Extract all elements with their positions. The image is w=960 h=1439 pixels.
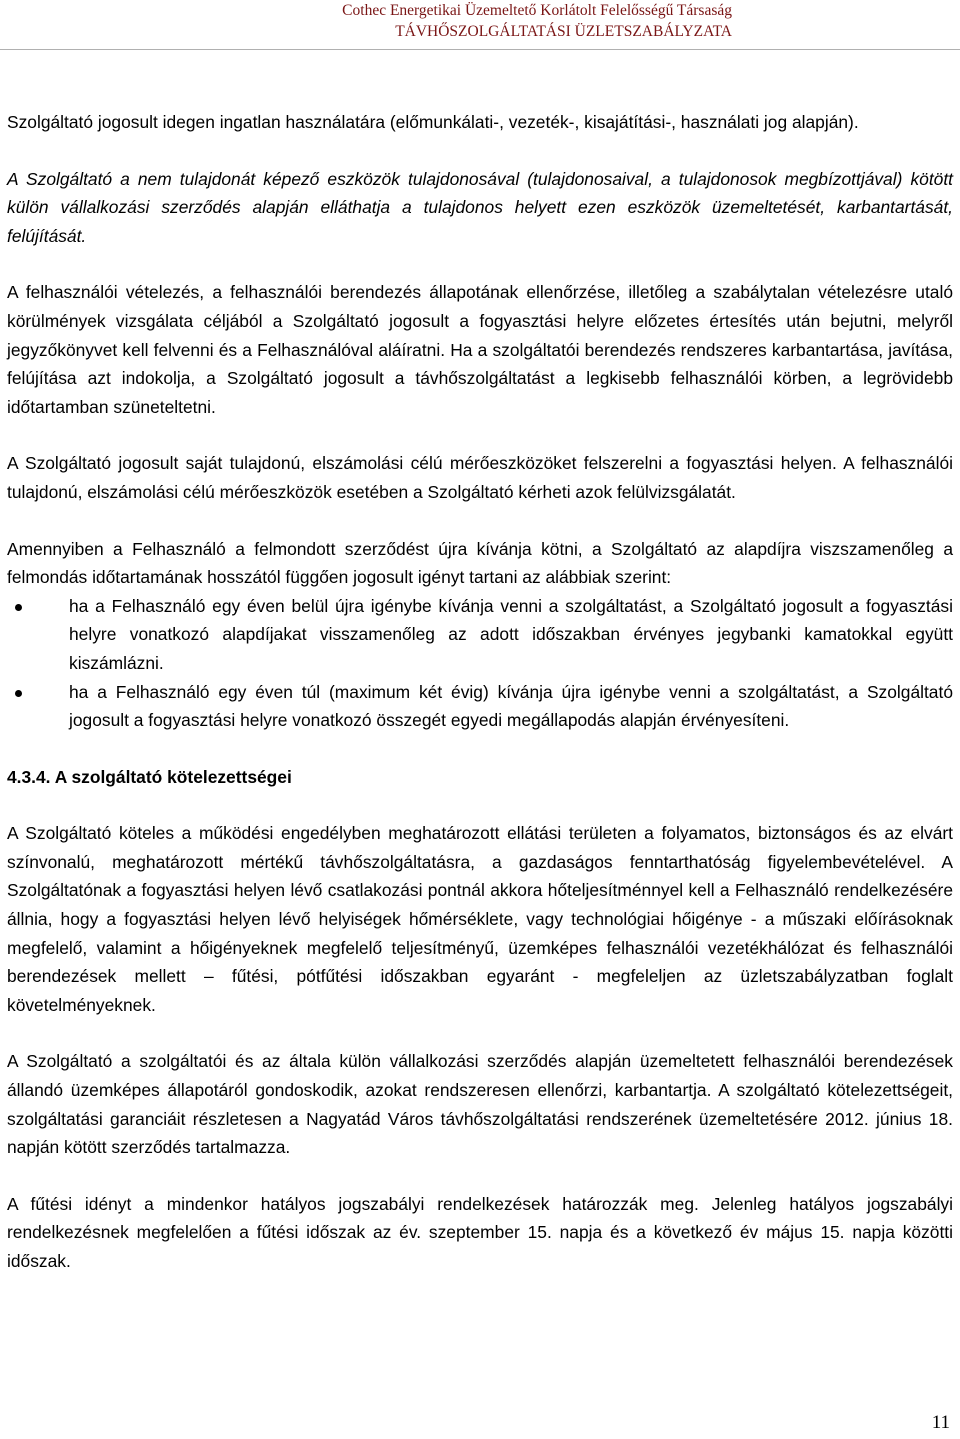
paragraph-uzemeltetes: A Szolgáltató a nem tulajdonát képező eszközök tulajdonosával (tulajdonosaival, a tulajdonosok megbízottjával) kötött külön vállalkozási szerződés alapján elláthatja a tulajdonos helyett ezen eszközök üzemeltetését, karbantartását, felújítását.: [7, 168, 953, 246]
list-item-text: ha a Felhasználó egy éven belül újra igénybe kívánja venni a szolgáltatást, a Szolgáltató jogosult a fogyasztási helyre vonatkozó alapdíjakat visszamenőleg az adott időszakban érvényes jegybanki kamatokkal együtt kiszámlázni.: [69, 595, 953, 673]
bullet-icon: [15, 604, 22, 611]
paragraph-kotelezettsegek: A Szolgáltató köteles a működési engedélyben meghatározott ellátási területen a folyamatos, biztonságos és az elvárt színvonalú, meghatározott mértékű távhőszolgáltatásra, a gazdaságos fenntarthatóság figyelembevételével. A Szolgáltatónak a fogyasztási helyen lévő csatlakozási pontnál akkora hőteljesítménnyel kell a Felhasználó rendelkezésére állnia, hogy a fogyasztási helyen lévő helyiségek hőmérséklete, vagy technológiai hőigénye - a műszaki előírásoknak megfelelő, valamint a hőigényeknek megfelelő teljesítményű, üzemképes felhasználói vezetékhálózat és felhasználói berendezések mellett – fűtési, pótfűtési időszakban egyaránt - megfeleljen az üzletszabályzatban foglalt követelményeknek.: [7, 823, 953, 1015]
paragraph-idegen-ingatlan: Szolgáltató jogosult idegen ingatlan használatára (előmunkálati-, vezeték-, kisajátítási-, használati jog alapján).: [7, 112, 859, 132]
paragraph-szerzodes-ujrakotes: Amennyiben a Felhasználó a felmondott szerződést újra kívánja kötni, a Szolgáltató az alapdíjra viszszamenőleg a felmondás időtartamának hosszától függően jogosult igényt tartani az alábbiak szerint:: [7, 538, 953, 588]
page-number: 11: [931, 1412, 950, 1433]
section-title: A szolgáltató kötelezettségei: [54, 766, 292, 787]
paragraph-vetelezes-ellenorzes: A felhasználói vételezés, a felhasználói berendezés állapotának ellenőrzése, illetőleg a szabálytalan vételezésre utaló körülmények vizsgálata céljából a Szolgáltató jogosult a fogyasztási helyre előzetes értesítés után bejutni, melyről jegyzőkönyvet kell felvenni és a Felhasználóval aláíratni. Ha a szolgáltatói berendezés rendszeres karbantartása, javítása, felújítása azt indokolja, a Szolgáltató jogosult a távhőszolgáltatást a legkisebb felhasználói körben, a legrövidebb időtartamban szüneteltetni.: [7, 282, 953, 417]
document-body: [7, 108, 953, 1304]
paragraph-futesi-ideny: A fűtési idényt a mindenkor hatályos jogszabályi rendelkezések határozzák meg. Jelenleg hatályos jogszabályi rendelkezésnek megfelelően a fűtési időszak az év. szeptember 15. napja és a következő év május 15. napja közötti időszak.: [7, 1193, 953, 1271]
paragraph-meroeszkozok: A Szolgáltató jogosult saját tulajdonú, elszámolási célú mérőeszközöket felszerelni a fogyasztási helyen. A felhasználói tulajdonú, elszámolási célú mérőeszközök esetében a Szolgáltató kérheti azok felülvizsgálatát.: [7, 453, 953, 502]
bullet-icon: [15, 690, 22, 697]
header-divider: [0, 49, 960, 50]
list-item: [7, 678, 953, 735]
list-item: [7, 592, 953, 678]
header-document-title: TÁVHŐSZOLGÁLTATÁSI ÜZLETSZABÁLYZATA: [395, 23, 732, 40]
paragraph-berendezesek: A Szolgáltató a szolgáltatói és az általa külön vállalkozási szerződés alapján üzemeltetett felhasználói berendezések állandó üzemképes állapotáról gondoskodik, azokat rendszeresen ellenőrzi, karbantartja. A szolgáltató kötelezettségeit, szolgáltatási garanciáit részletesen a Nagyatád Város távhőszolgáltatási rendszerének üzemeltetésére 2012. június 18. napján kötött szerződés tartalmazza.: [7, 1051, 953, 1158]
page-header: [342, 0, 732, 42]
section-number: 4.3.4.: [7, 766, 51, 787]
section-heading: [7, 763, 953, 792]
header-company: Cothec Energetikai Üzemeltető Korlátolt Felelősségű Társaság: [342, 2, 732, 19]
list-item-text: ha a Felhasználó egy éven túl (maximum két évig) kívánja újra igénybe venni a szolgáltatást, a Szolgáltató jogosult a fogyasztási helyre vonatkozó összegét egyedi megállapodás alapján érvényesíteni.: [69, 681, 953, 731]
bullet-list: [7, 592, 953, 735]
